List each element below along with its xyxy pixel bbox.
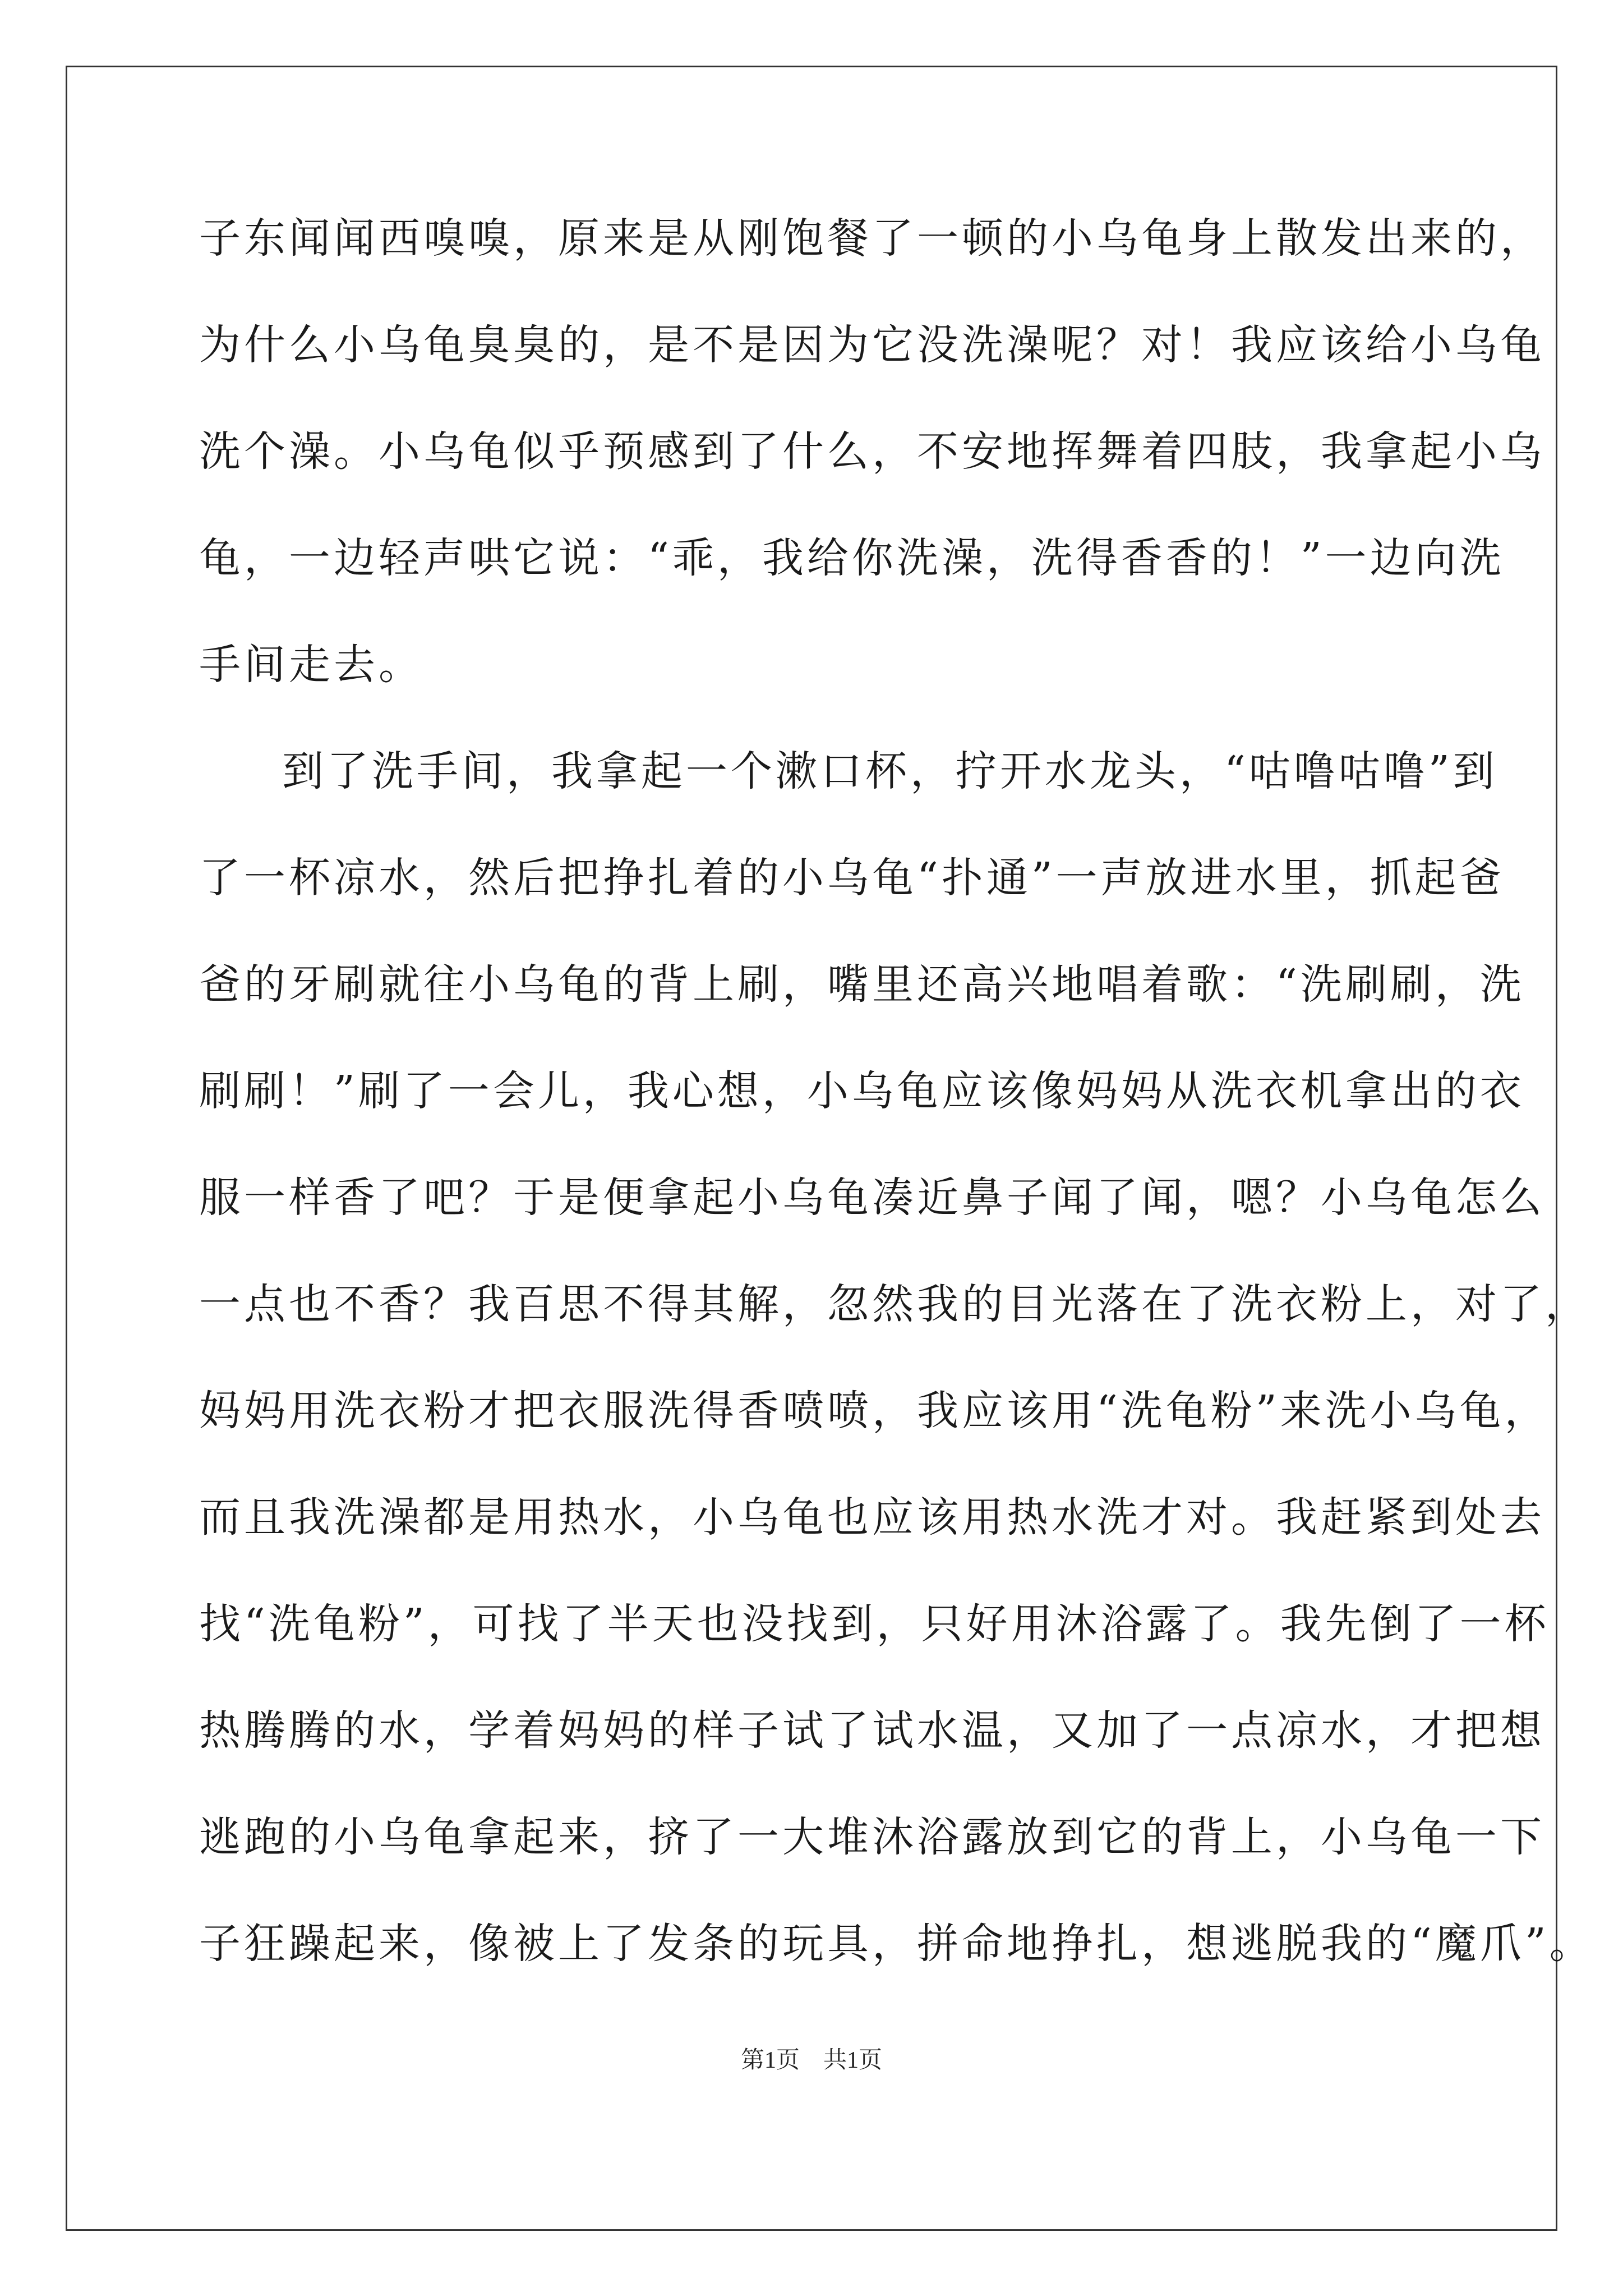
text-line: 而且我洗澡都是用热水，小乌龟也应该用热水洗才对。我赶紧到处去	[199, 1493, 1545, 1542]
text-line: 爸的牙刷就往小乌龟的背上刷，嘴里还高兴地唱着歌：“洗刷刷，洗	[199, 960, 1525, 1009]
text-line: 逃跑的小乌龟拿起来，挤了一大堆沐浴露放到它的背上，小乌龟一下	[199, 1813, 1545, 1861]
text-line: 子狂躁起来，像被上了发条的玩具，拼命地挣扎，想逃脱我的“魔爪”。	[199, 1920, 1594, 1968]
paragraph-start-line: 到了洗手间，我拿起一个漱口杯，拧开水龙头，“咕噜咕噜”到	[282, 747, 1498, 795]
text-line: 妈妈用洗衣粉才把衣服洗得香喷喷，我应该用“洗龟粉”来洗小乌龟，	[199, 1387, 1550, 1435]
text-line: 服一样香了吧？于是便拿起小乌龟凑近鼻子闻了闻，嗯？小乌龟怎么	[199, 1174, 1545, 1222]
body-text	[199, 208, 1594, 2019]
page-number-footer: 第1页 共1页	[740, 2047, 882, 2073]
text-line: 为什么小乌龟臭臭的，是不是因为它没洗澡呢？对！我应该给小乌龟	[199, 321, 1545, 369]
text-line: 找“洗龟粉”，可找了半天也没找到，只好用沐浴露了。我先倒了一杯	[199, 1600, 1550, 1648]
text-line: 子东闻闻西嗅嗅，原来是从刚饱餐了一顿的小乌龟身上散发出来的，	[199, 214, 1545, 263]
text-line: 热腾腾的水，学着妈妈的样子试了试水温，又加了一点凉水，才把想	[199, 1706, 1545, 1755]
text-line: 手间走去。	[199, 641, 423, 689]
text-line: 刷刷！”刷了一会儿，我心想，小乌龟应该像妈妈从洗衣机拿出的衣	[199, 1067, 1525, 1115]
text-line: 了一杯凉水，然后把挣扎着的小乌龟“扑通”一声放进水里，抓起爸	[199, 854, 1505, 902]
text-line: 洗个澡。小乌龟似乎预感到了什么，不安地挥舞着四肢，我拿起小乌	[199, 427, 1545, 476]
text-line: 龟，一边轻声哄它说：“乖，我给你洗澡，洗得香香的！”一边向洗	[199, 534, 1505, 582]
text-line: 一点也不香？我百思不得其解，忽然我的目光落在了洗衣粉上，对了，	[199, 1280, 1590, 1328]
